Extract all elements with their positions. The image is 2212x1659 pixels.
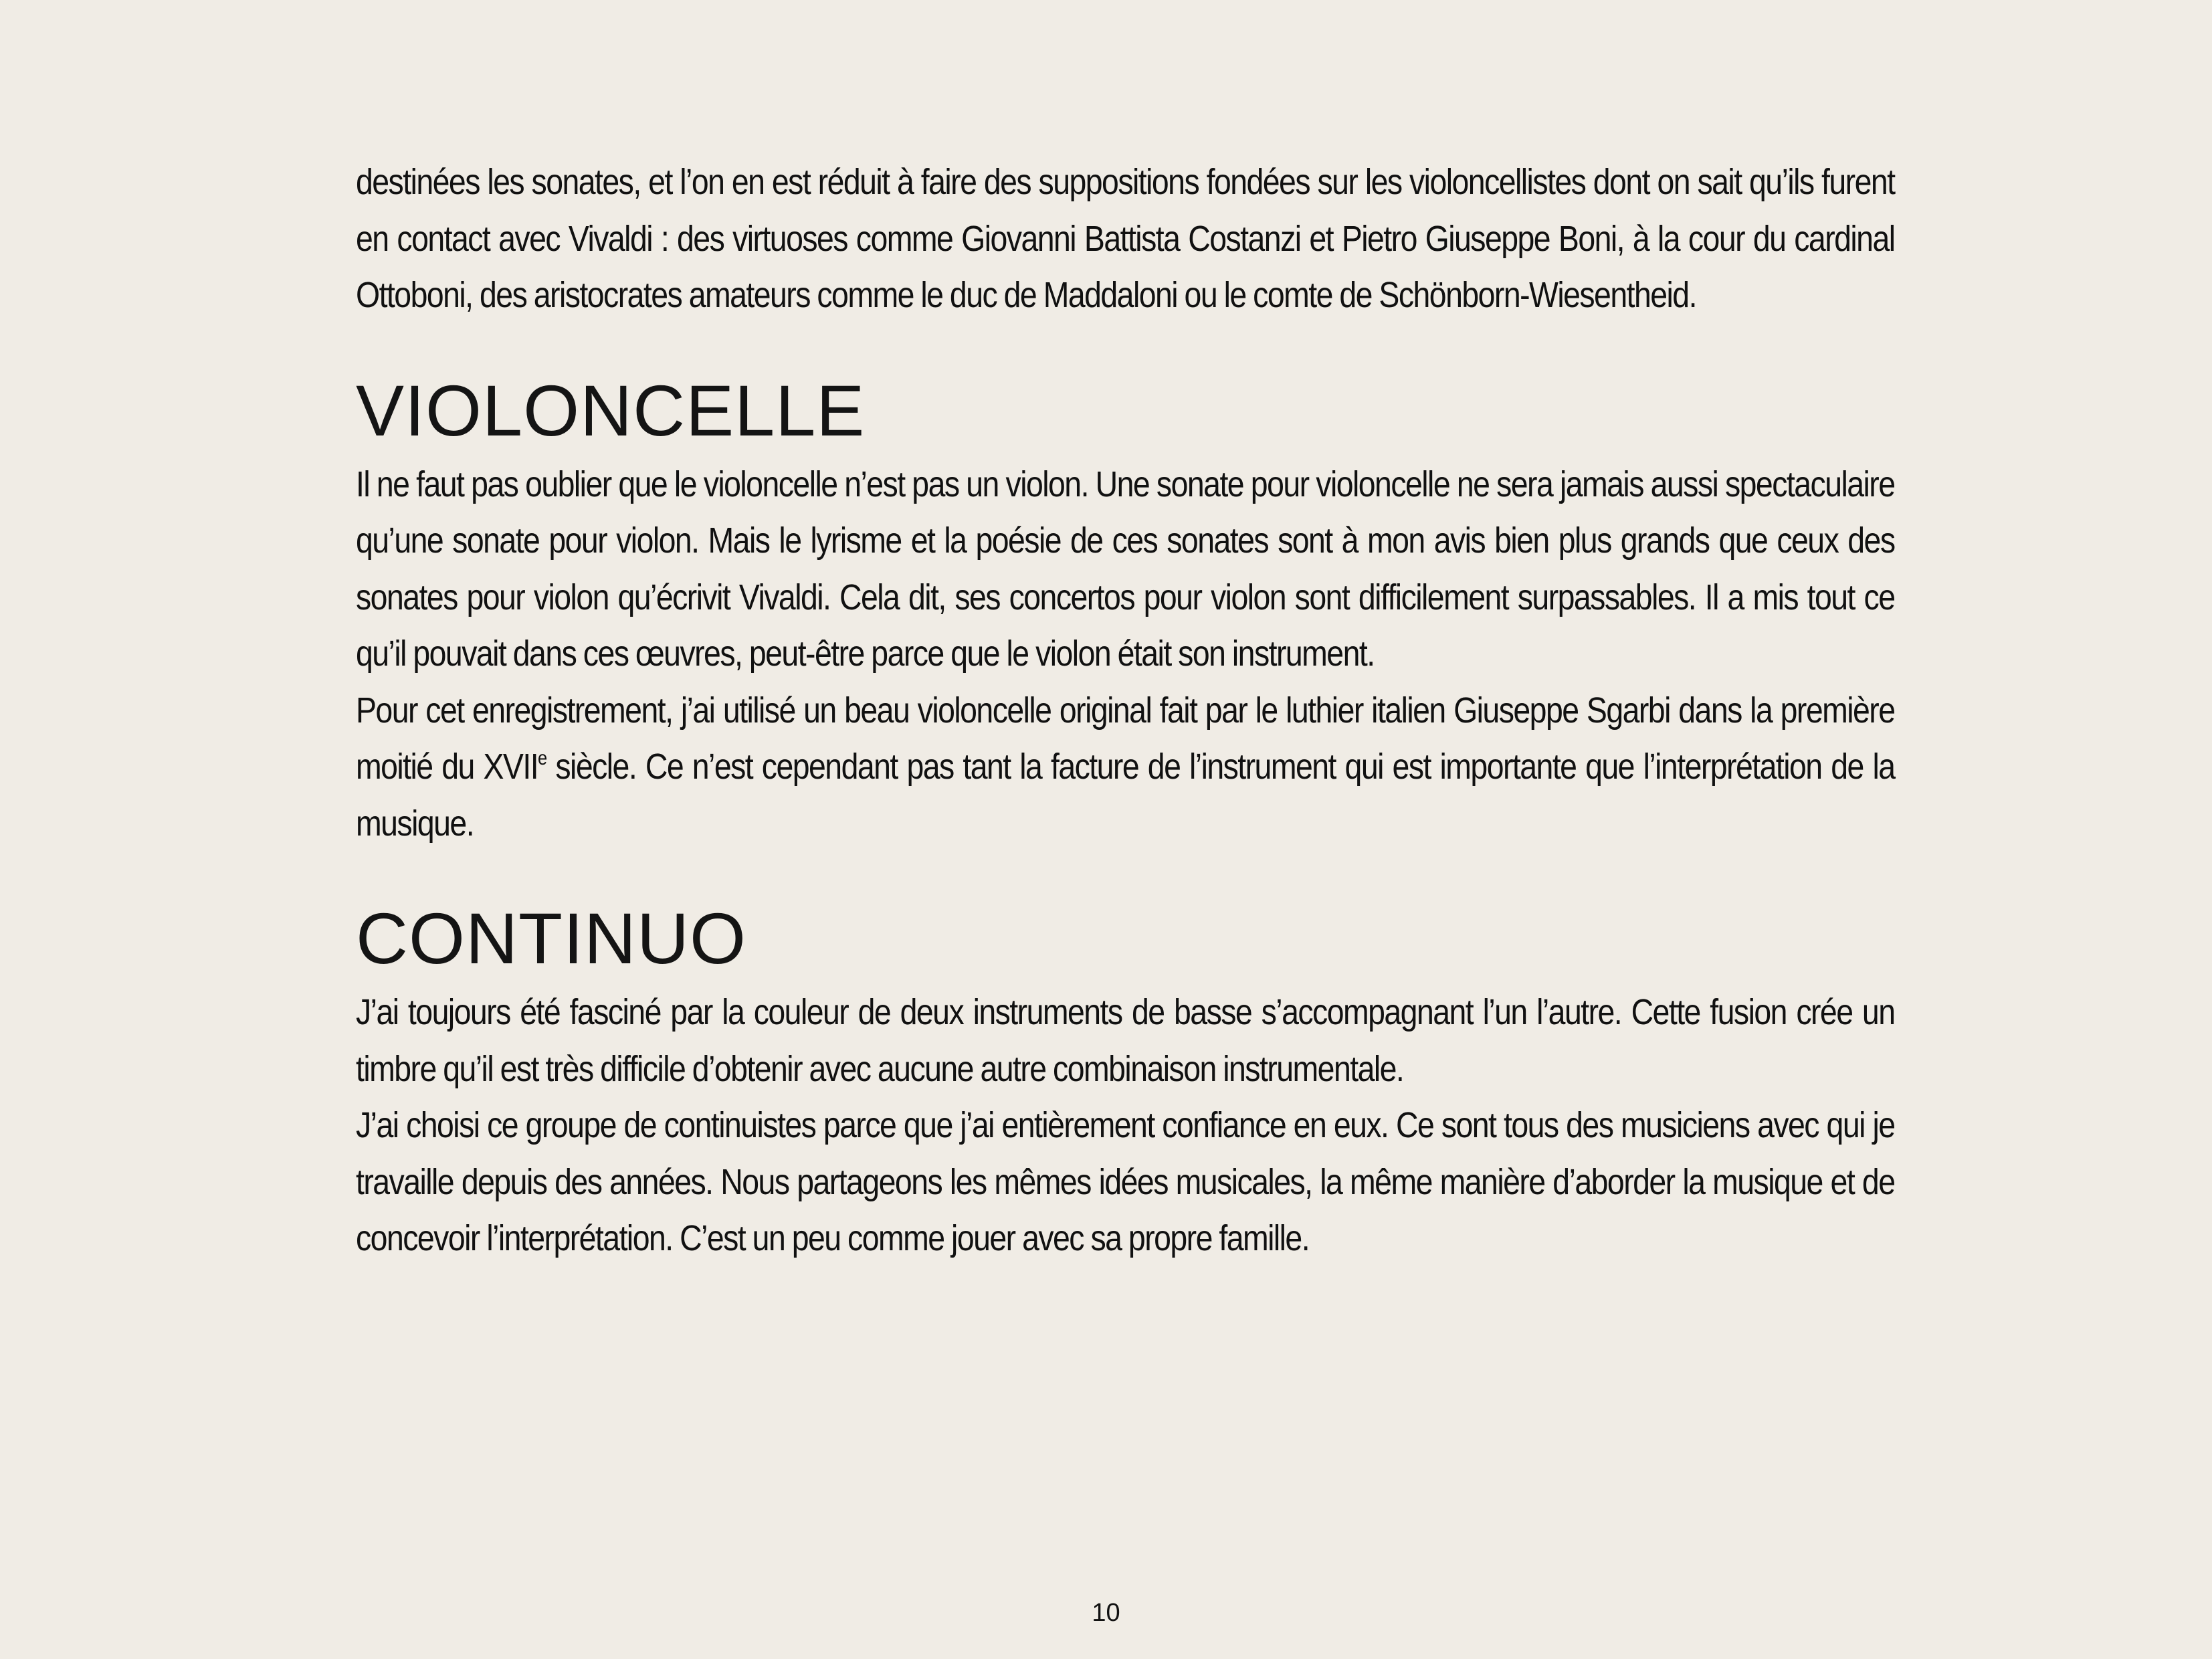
page-content [356, 154, 1894, 1267]
violoncelle-heading: VIOLONCELLE [356, 369, 866, 451]
continuo-heading: CONTINUO [356, 898, 746, 979]
continuo-paragraph-1: J’ai toujours été fasciné par la couleur de deux instruments de basse s’accompagnant l’un l’autre. Cette fusion crée un timbre qu’il est très difficile d’obtenir avec aucune autre combinaison instrumentale. [356, 992, 1895, 1089]
section-violoncelle [356, 371, 1894, 852]
violoncelle-paragraph-1: Il ne faut pas oublier que le violoncelle n’est pas un violon. Une sonate pour violoncelle ne sera jamais aussi spectaculaire qu’une sonate pour violon. Mais le lyrisme et la poésie de ces sonates sont à mon avis bien plus grands que ceux des sonates pour violon qu’écrivit Vivaldi. Cela dit, ses concertos pour violon sont difficilement surpassables. Il a mis tout ce qu’il pouvait dans ces œuvres, peut-être parce que le violon était son instrument. [356, 464, 1895, 674]
intro-paragraph: destinées les sonates, et l’on en est réduit à faire des suppositions fondées sur les violoncellistes dont on sait qu’ils furent en contact avec Vivaldi : des virtuoses comme Giovanni Battista Costanzi et Pietro Giuseppe Boni, à la cour du cardinal Ottoboni, des aristocrates amateurs comme le duc de Maddaloni ou le comte de Schönborn-Wiesentheid. [356, 162, 1895, 315]
section-continuo [356, 898, 1894, 1267]
continuo-paragraph-2: J’ai choisi ce groupe de continuistes parce que j’ai entièrement confiance en eux. Ce sont tous des musiciens avec qui je travaille depuis des années. Nous partageons les mêmes idées musicales, la même manière d’aborder la musique et de concevoir l’interprétation. C’est un peu comme jouer avec sa propre famille. [356, 1105, 1895, 1258]
violoncelle-paragraph-2 [356, 682, 1895, 852]
page-number: 10 [1092, 1599, 1120, 1627]
century-superscript: e [538, 747, 546, 770]
violoncelle-paragraph-2-start: Pour cet enregistrement, j’ai utilisé un beau violoncelle original fait par le luthier italien Giuseppe Sgarbi dans la première moitié du XVII [356, 690, 1895, 787]
violoncelle-paragraph-2-end: siècle. Ce n’est cependant pas tant la facture de l’instrument qui est importante que l’interprétation de la musique. [356, 747, 1895, 844]
